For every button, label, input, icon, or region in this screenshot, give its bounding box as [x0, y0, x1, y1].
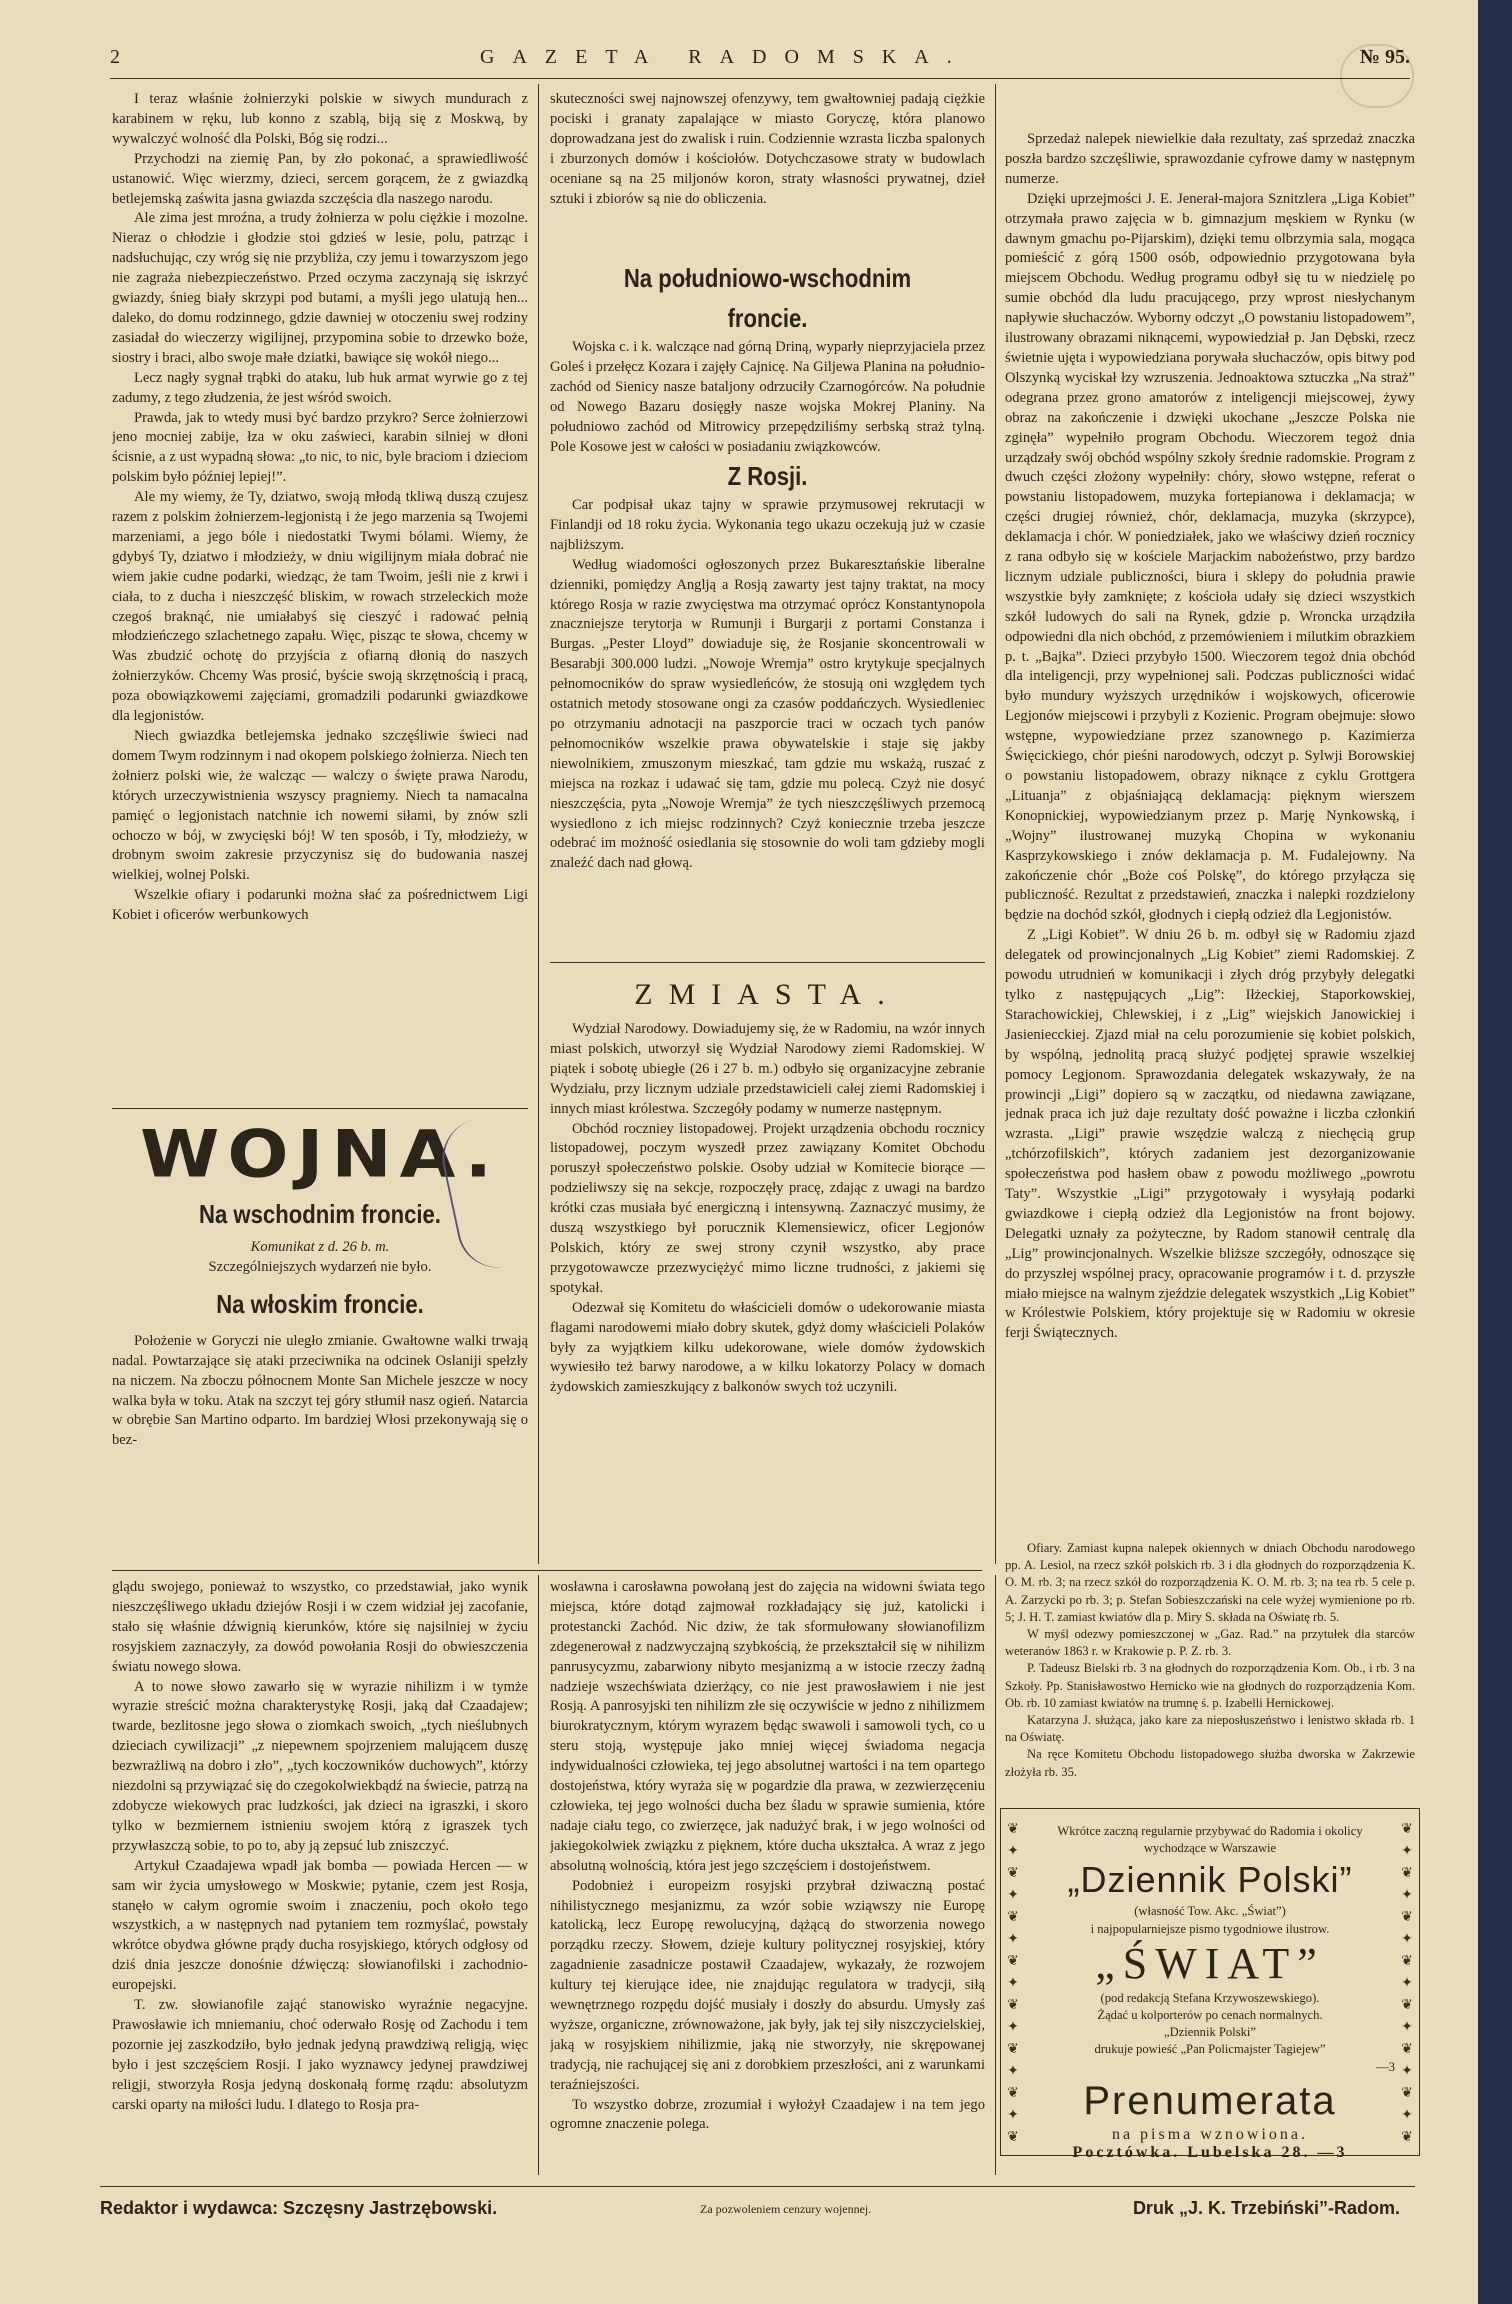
page-header: [110, 46, 1410, 70]
russia-heading: Z Rosji.: [727, 461, 808, 491]
donation-item: Katarzyna J. służąca, jako kare za nieposłuszeństwo i lenistwo składa rb. 1 na Oświatę.: [1005, 1713, 1415, 1745]
article-paragraph: A to nowe słowo zawarło się w wyrazie nihilizm i w tymże wyrazie streścić można charakterystykę Rosji, jaką dał Czaadajew; twarde, bezlitosne jego słowa o ziomkach swoich, „tych nieślubnych dzieciach cywilizacji” „z niepewnem spojrzeniem malującem duszę bezwrażliwą na dobro i zło”, „tych koczowników duchowych”, którzy niezdolni są przywiązać się do czegokolwiekbądź na świecie, patrzą na zdobycze wiekowych prac ludzkości, jak dzieci na igraszki, i skoro tylko w bezmiernem istnieniu swojem którą z igraszek tych przywłaszczą sobie, to po to, aby ją zepsuć lub zniszczyć.: [112, 1678, 528, 1854]
article-paragraph: Z „Ligi Kobiet”. W dniu 26 b. m. odbył się w Radomiu zjazd delegatek od prowincjonalnych „Lig Kobiet” ziemi Radomskiej. Z powodu utrudnień w komunikacji i złych dróg przybyły delegatki tylko z następujących „Lig”: Iłżeckiej, Staporkowskiej, Starachowickiej, Chlewskiej, i z „Lig” wiejskich Janowickiej i Jasieniecckiej. Zjazd miał na celu porozumienie się kobiet polskich, by wspólną, jednolitą pracą służyć podjętej sprawie wszelkiej pomocy Legjonom. Sprawozdania delegatek wskazywały, że na prowincji „Ligi” dopiero są w zaczątku, od niedawna zawiązane, jednak praca ich już daje rezultaty dość poważne i liczba członkiń wzrasta. „Ligi” prawie wszędzie walczą z niechęcią grup „tchórzofilskich”, których zadaniem jest dezorganizowanie społeczeństwa pod hasłem obaw z powodu możliwego „powrotu Taty”. Wszystkie „Ligi” przygotowały i wysyłają podarki gwiazdkowe i ciepłą odzież dla Legjonistów na front bojowy. Delegatki uznały za pożyteczne, by Radom stanowił centralę dla „Lig” prowincjonalnych. Wszelkie bliższe szczegóły, odnoszące się do przyszłej wspólnej pracy, opracowanie programów i t. d. przyszłe miało miejsce na walnym zjeździe delegatek wszystkich „Lig Kobiet” w Królestwie Polskiem, który projektuje się w Radomiu w okresie ferji Świątecznych.: [1005, 927, 1415, 1342]
ad-line: i najpopularniejsze pismo tygodniowe ilustrow.: [1090, 1921, 1330, 1936]
column-rule-2: [995, 84, 996, 1564]
article-paragraph: wosławna i carosławna powołaną jest do zajęcia na widowni świata tego miejsca, które dotąd zajmował rozkładający się już, katolicki i protestancki Zachód. Nic dziw, że tak sformułowany słowianofilizm zdegenerował z nadzwyczajną szybkością, że przekształcił się w nihilizm panrusycyzmu, zabarwiony nibyto mesjanizmą a w istocie rzeczy żadną nadzieje wszechświata dzierżący, co nie jest prawosławiem i nie jest Rosją. A panrosyjski ten nihilizm złe się oczywiście w jedno z nihilizmem biurokratycznym, którym wyrazem będąc swawoli i samowoli tych, co u steru stoją, występuje jako mniej więcej świadoma negacja indywidualności człowieka, tej jego absolutnej wartości i na tem opartego dostojeństwa, który wyraża się w pogardzie dla prawa, w zezwierzęceniu człowieka, tej jego wolności ducha bez śladu w sprawie sumienia, które nadaje ciału tego, co zwierzęce, jak nadużyć brak, i w jego wolności od jakiegokolwiek związku z pięknem, które ducha ukształca. A wraz z jego absolutną wolnością, która jest jego szczęściem i dostojeństwem.: [550, 1579, 985, 1874]
article-paragraph: Dzięki uprzejmości J. E. Jenerał-majora Sznitzlera „Liga Kobiet” otrzymała prawo zajęcia w b. gimnazjum męskiem w Rynku (w dawnym gmachu po-Pijarskim), dzięki temu olbrzymia sala, mogąca pomieścić z górą 1500 osób, odpowiednio przygotowana była miejscem Obchodu. Według programu odbył się tu w niedzielę po sumie obchód dla ludu pracującego, przy wprost niesłychanym napływie słuchaczów. Wyborny odczyt „O powstaniu listopadowem”, ilustrowany obrazami niknącemi, wypowiedział p. Jan Dębski, rzecz świetnie ujęta i wypowiedziana porywała słuchaczów, opis bitwy pod Olszynką wyciskał łzy wzruszenia. Jednoaktowa sztuczka „Na straż” odegrana przez grono amatorów z inteligencji miejscowej, żywy obraz na zakończenie i dzwięki ukochane „Jeszcze Polska nie zginęła” wypełniło program Obchodu. Wieczorem tegoż dnia urządzały swój obchód wspólny szkoły średnie radomskie. Program z dwuch części złożony wypełniły: chóry, słowo wstępne, referat o powstaniu listopadowem, muzyka fortepianowa i deklamacja; w części drugiej również, chór, deklamacja, muzyka (skrzypce), deklamacja i chór. W poniedziałek, jako we właściwy dzień rocznicy z rana odbyło się w kościele Marjackim nabożeństwo, przy bardzo licznym udziale publiczności, biura i sklepy do południa prawie wszystkie były zamknięte; z kościoła udały się dzieci wszystkich szkół ludowych do sali na Rynek, gdzie p. Wroncka urządziła odpowiedni dla nich obchód, z przemówieniem i milutkim obrazkiem p. t. „Bajka”. Dzieci przybyło 1500. Wieczorem tegoż dnia obchód dla inteligencji, przy wypełnionej sali. Podczas publiczności widać było mundury wyższych urzędników i wojskowych, oficerowie Legjonów miejscowi i przybyli z Kozienic. Program obejmuje: słowo wstępne, wypowiedziane przez szanownego p. Kazimierza Święcickiego, chór pieśni narodowych, odczyt p. Sylwji Borowskiej o powstaniu listopadowem, obrazy niknące z cyklu Grottgera „Lituanja” z objaśniającą deklamacją: pięknym wierszem Konopnickiej, wypowiedzianym przez p. Marję Nynkowską, i „Wojny” ilustrowanej muzyką Chopina w wykonaniu Kasprzykowskiego i znów deklamacja p. M. Fudalejowny. Na zakończenie chór „Boże coś Polskę”, do którego przyłącza się publiczność. Rezultat z przedstawień, znaczka i nalepki rozdzielony będzie na dochód szkół, głodnych i ciepłą odzież dla Legjonistów.: [1005, 190, 1415, 924]
column-rule-1: [538, 84, 539, 1564]
bottom-article-column-1: [112, 1578, 528, 2178]
article-paragraph: Sprzedaż nalepek niewielkie dała rezultaty, zaś sprzedaż znaczka poszła bardzo szczęśliwie, sprawozdanie cyfrowe damy w następnym numerze.: [1005, 131, 1415, 187]
article-paragraph: Niech gwiazdka betlejemska jednako szczęśliwie świeci nad domem Twym rodzinnym i nad okopem polskiego żołnierza. Niech ten żołnierz polski wie, że walcząc — walczy o święte prawa Narodu, których urzeczywistnienia wszyscy pragniemy. Niech ta namacalna pamięć o legjonistach natchnie ich nowemi siłami, by znów szli ochoczo w bój, w zwycięski bój! W ten sposób, i Ty, młodzieży, w drobnym swoim zakresie przyczynisz się do budowania naszej wielkiej, wolnej Polski.: [112, 728, 528, 884]
donation-item: W myśl odezwy pomieszczonej w „Gaz. Rad.” na przytułek dla starców weteranów 1863 r. w Krakowie p. P. Z. rb. 3.: [1005, 1627, 1415, 1659]
article-paragraph: Prawda, jak to wtedy musi być bardzo przykro? Serce żołnierzowi jeno mocniej zabije, łza w oku zaświeci, karabin silniej w dłoni ścisnie, a z ust wypadną słowa: „to nic, to nic, byle braciom i dzieciom polskim było później lepiej!”.: [112, 409, 528, 486]
east-front-heading: Na wschodnim froncie.: [199, 1199, 441, 1229]
advertisement-box: [1000, 1808, 1420, 2161]
ad-line: na pisma wznowiona.: [1111, 2125, 1309, 2143]
article-paragraph: Ale my wiemy, że Ty, dziatwo, swoją młodą tkliwą duszą czujesz razem z polskim żołnierzem-legjonistą i że jego marzenia są Twojemi marzeniami, a jego bóle i niedostatki Twymi bólami. Wiemy, że gdybyś Ty, dziatwo i młodzieży, w dniu wigilijnym miała dobrać nie wiem jakie cudne podarki, wiedząc, że tam Twoim, jeśli nie z krwi i ciała, to z ducha i nieszczęść bliskim, w rowach strzeleckich może czegoś braknąć, nie umiałabyś się cieszyć i radować pełnią młodzieńczego szlachetnego zapału. Więc, pisząc te słowa, chcemy w Was zbudzić ochotę do przyjścia z ofiarną dłonią do naszych żołnierzyków. Chcemy Was prosić, byście swoją skrzętnością i pracą, poza obowiązkowemi zajęciami, gromadzili podarunki gwiazdkowe dla legjonistów.: [112, 489, 528, 725]
ad-line: Żądać u kolporterów po cenach normalnych.: [1097, 2008, 1323, 2023]
article-paragraph: T. zw. słowianofile zająć stanowisko wyraźnie negacyjne. Prawosławie ich mniemaniu, choć oderwało Rosję od Zachodu i tem pozornie jej zaszkodziło, było jednak jedyną prawdziwą religją, więc było i jest szczęściem Rosji. I jako wyznawcy jedynej prawdziwej religji, stworzyła Rosja jedyną doskonałą formę rządu: absolutyzm carski oparty na miłości ludu. I dlatego to Rosja pra-: [112, 1997, 528, 2113]
donation-item: Ofiary. Zamiast kupna nalepek okiennych w dniach Obchodu narodowego pp. A. Lesiol, na rzecz szkół polskich rb. 3 i dla głodnych do rozporządzenia K. O. M. rb. 3; na rzecz szkół do rozporządzenia K. O. M. rb. 3; na tea rb. 5 cele p. A. Zarzycki po rb. 3; p. Stefan Sobieszczański na cele wyżej wymienione po rb. 5; J. H. T. zamiast kwiatów dla p. Miry S. składa na Oświatę rb. 5.: [1005, 1541, 1415, 1624]
column-rule-bottom-1: [538, 1575, 539, 2175]
page-footer: [100, 2198, 1400, 2228]
communique-date: Komunikat z d. 26 b. m.: [250, 1239, 390, 1255]
page-number: 2: [110, 46, 120, 68]
donation-item: P. Tadeusz Bielski rb. 3 na głodnych do rozporządzenia Kom. Ob., i rb. 3 na Szkoły. Pp. Stanisławostwo Hernicko wie na głodnych do rozporządzenia Kom. Ob. rb. 10 zamiast kwiatów na trumnę ś. p. Izabelli Hernickowej.: [1005, 1661, 1415, 1710]
binding-edge: [1478, 0, 1512, 2304]
article-paragraph: Artykuł Czaadajewa wpadł jak bomba — powiada Hercen — w sam wir życia umysłowego w Moskwie; pytanie, czem jest Rosja, stanęło w całym ogromie swoim i znaczeniu, poch około tego wszystkich, a w następnych nad pytaniem tem rozmyślać, powstały wkrótce obydwa główne prądy ducha rosyjskiego, których odgłosy od dziś dnia jeszcze donośnie dźwięczą: słowianofilski i zachodnio-europejski.: [112, 1857, 528, 1994]
war-title: WOJNA.: [139, 1116, 501, 1192]
section-rule: [112, 1570, 982, 1571]
editor-credit: Redaktor i wydawca: Szczęsny Jastrzębowski.: [100, 2198, 498, 2218]
ad-line: drukuje powieść „Pan Policmajster Tagiejew”: [1094, 2042, 1326, 2057]
article-paragraph: To wszystko dobrze, zrozumiał i wyłożył Czaadajew i na tem jego ogromne znaczenie polega.: [550, 2096, 985, 2133]
ad-title-dziennik: „Dziennik Polski”: [1067, 1859, 1353, 1901]
article-paragraph: glądu swojego, ponieważ to wszystko, co przedstawiał, jako wynik nieszczęśliwego układu dziejów Rosji i w czem widział jej zacofanie, stało się właśnie dźwignią kierunków, które się najsilniej w życiu rosyjskiem zaznaczyły, za dowód powołania Rosji do obwieszczenia światu nowego słowa.: [112, 1579, 528, 1675]
article-paragraph: I teraz właśnie żołnierzyki polskie w siwych mundurach z karabinem w ręku, lub konno z szablą, biją się z Moskwą, by wywalczyć wolność dla Polski, Bóg się rodzi...: [112, 91, 528, 147]
article-paragraph: Lecz nagły sygnał trąbki do ataku, lub huk armat wyrwie go z tej zadumy, z tego złudzenia, że jest wśród swoich.: [112, 369, 528, 406]
ornament-border-left: ❦ ✦ ❦ ✦ ❦ ✦ ❦ ✦ ❦ ✦ ❦ ✦ ❦ ✦ ❦: [1007, 1822, 1019, 2145]
ornament-border-right: ❦ ✦ ❦ ✦ ❦ ✦ ❦ ✦ ❦ ✦ ❦ ✦ ❦ ✦ ❦: [1401, 1822, 1413, 2145]
ad-title-swiat: „ŚWIAT”: [1095, 1938, 1325, 1988]
ad-intro: Wkrótce zaczną regularnie przybywać do Radomia i okolicy wychodzące w Warszawie: [1057, 1824, 1363, 1856]
column-rule-bottom-2: [995, 1575, 996, 2175]
russia-paragraph: Według wiadomości ogłoszonych przez Bukaresztańskie liberalne dzienniki, pomiędzy Anglją a Rosją zawarty jest tajny traktat, na mocy którego Rosja w razie zwycięstwa ma otrzymać oprócz Konstantynopola znaczniejsze terytorja w Rumunji i Burgarji z portami Constanza i Burgas. „Pester Lloyd” dowiaduje się, że Rosjanie skoncentrowali w Besarabji 300.000 ludzi. „Nowoje Wremja” ostro krytykuje specjalnych pełnomocników do spraw wysiedleńców, że stosują oni względem tych ostatnich metody stosowane ongi za czasów poddańczych. Wysiedleniec po otrzymaniu adnotacji na paszporcie traci w oczach tych panów pełnomocników wszelkie prawa obywatelskie i staje się jakby niewolnikiem, zmuszonym mieszkać, tam gdzie mu wskażą, ruszać z miejsca na rozkaz i udawać się tam, gdzie mu polecą. Czyż nie dosyć nieszczęścia, pyta „Nowoje Wremja” że tych nieszczęśliwych przemocą wysiedlono z ich miejsc rodzinnych? Czyż koniecznie trzeba jeszcze odebrać im możność osiedlania się stosownie do woli tam gdzieby mogli znaleźć dach nad głową.: [550, 556, 985, 872]
miasta-section: [550, 970, 985, 1565]
censor-note: Za pozwoleniem cenzury wojennej.: [700, 2202, 872, 2216]
bottom-article-column-2: [550, 1578, 985, 2178]
issue-number: № 95.: [1359, 46, 1410, 68]
article-paragraph: Wszelkie ofiary i podarunki można słać za pośrednictwem Ligi Kobiet i oficerów werbunkowych: [112, 887, 528, 924]
italy-front-heading: Na włoskim froncie.: [216, 1288, 424, 1319]
ad-line: (własność Tow. Akc. „Świat”): [1134, 1904, 1286, 1919]
italy-front-text: Położenie w Goryczi nie uległo zmianie. Gwałtowne walki trwają nadal. Powtarzające się ataki przeciwnika na odcinek Oslaniji spełzły na niczem. Na zboczu północnem Monte San Michele jeszcze w nocy walka była w toku. Atak na szczyt tej góry stłumił nasz ogień. Natarcia w obrębie San Martino odparto. Im bardziej Włosi przekonywają się o bez-: [112, 1332, 528, 1449]
article-paragraph: skuteczności swej najnowszej ofenzywy, tem gwałtowniej padają ciężkie pociski i granaty zapalające w miasto Goryczę, która planowo doprowadzana jest do zwalisk i ruin. Codziennie wzrasta liczba spalonych i zburzonych domów i kościołów. Dotychczasowe straty w budowlach oceniane są na 25 miljonów koron, straty własności prywatnej, dzieł sztuki i zbiorów są nie do obliczenia.: [550, 91, 985, 207]
east-front-text: Szczególniejszych wydarzeń nie było.: [208, 1258, 432, 1275]
article-paragraph: Przychodzi na ziemię Pan, by zło pokonać, a sprawiedliwość ustanowić. Więc wierzmy, dzieci, sercem gorącem, że z gwiazdką betlejemską zaświta jasna gwiazda szczęścia dla naszego narodu.: [112, 150, 528, 207]
masthead-title: GAZETA RADOMSKA.: [480, 46, 970, 68]
ad-prenumerata: Prenumerata: [1083, 2078, 1337, 2123]
section-rule: [550, 962, 985, 963]
column-3-article: [1005, 130, 1415, 1540]
southeast-front-heading: Na południowo-wschodnim froncie.: [623, 263, 912, 333]
printer-credit: Druk „J. K. Trzebiński”-Radom.: [1132, 2198, 1400, 2218]
miasta-heading: ZMIASTA.: [634, 978, 901, 1011]
section-rule: [112, 1108, 528, 1109]
ad-line: „Dziennik Polski”: [1164, 2025, 1256, 2040]
ad-dash: —3: [1376, 2059, 1395, 2074]
russia-section: [550, 456, 985, 956]
donation-item: Na ręce Komitetu Obchodu listopadowego służba dworska w Zakrzewie złożyła rb. 35.: [1005, 1747, 1415, 1779]
miasta-paragraph: Wydział Narodowy. Dowiadujemy się, że w Radomiu, na wzór innych miast polskich, utworzył się Wydział Narodowy ziemi Radomskiej. W piątek i sobotę ubiegłe (26 i 27 b. m.) odbyło się organizacyjne zebranie Wydziału, przy licznym udziale przedstawicieli całej ziemi Radomskiej i innych miast królestwa. Szczegóły podamy w numerze następnym.: [550, 1021, 985, 1117]
footer-rule: [100, 2186, 1415, 2187]
article-paragraph: Ale zima jest mroźna, a trudy żołnierza w polu ciężkie i mozolne. Nieraz o chłodzie i głodzie stoi gdzieś w lesie, polu, patrząc i nadsłuchując, czy wróg się nie przybliża, czy jemu i towarzyszom jego nie zagraża niebezpieczeństwo. Przed oczyma zaczynają się iskrzyć gwiazdy, śnieg biały skrzypi pod butami, a myśli jego ulatują hen... daleko, do domu rodzinnego, gdzie dawniej w otoczeniu swej rodziny zasiadał do wieczerzy wigilijnej, przypomina sobie to drzewko boże, siostry i braci, albo swoje małe dziatki, bawiące się wokół niego...: [112, 210, 528, 366]
southeast-front-text: Wojska c. i k. walczące nad górną Driną, wyparły nieprzyjaciela przez Goleś i przełęcz Kozara i zajęły Cajnicę. Na Giljewa Planina na południo-zachód od Sienicy nasze bataljony odrzuciły Czarnogórców. Na południe od Nowego Bazaru dosięgły nasze wojska Mokrej Planiny. Na południowo zachód od Mitrowicy przepędziliśmy serbską straż tylną. Pole Kosowe jest w całości w posiadaniu związkowców.: [550, 339, 985, 455]
header-rule: [110, 78, 1410, 79]
ad-line: (pod redakcją Stefana Krzywoszewskiego).: [1100, 1990, 1320, 2005]
miasta-paragraph: Odezwał się Komitetu do właścicieli domów o udekorowanie miasta flagami narodowemi miało dobry skutek, gdyż domy właścicieli Polaków były za wyjątkiem kilku udekorowane, wiele domów żydowskich wywiesiło też barwy narodowe, a w kilku lokatorzy Polacy w domach żydowskich zamieszkujący z balkonów swych toż uczynili.: [550, 1299, 985, 1396]
ad-line: Pocztówka. Lubelska 28. —3: [1072, 2143, 1348, 2161]
article-paragraph: Podobnież i europeizm rosyjski przybrał dziwaczną postać nihilistycznego mesjanizmu, za wzór sobie wziąwszy nie Europę katolicką, lecz Europę rewolucyjną, dążącą do stworzenia nowego porządku rzeczy. Słowem, dzieje kultury politycznej rosyjskiej, który zagadnienie zasadnicze postawił Czaadajew, wykazały, że rozwojem kultury tej kierujące idee, nie znajdując regulatora w tradycji, siłą wewnętrznego rozpędu dojść musiały i doszły do absurdu. Umysły zaś wyższe, organiczne, zrównoważone, jak były, jak tej siły niszczycielskiej, jaką w rosyjskiem nihilizmie, jaką nie stworzyły, nie skrępowanej tradycją, nie rachującej się ani z dorobkiem przeszłości, ani z warunkami teraźniejszości.: [550, 1877, 985, 2093]
russia-paragraph: Car podpisał ukaz tajny w sprawie przymusowej rekrutacji w Finlandji od 18 roku życia. Wykonania tego ukazu oczekują już w czasie najbliższym.: [550, 497, 985, 553]
column-2-continuation: [550, 90, 985, 260]
miasta-paragraph: Obchód roczniey listopadowej. Projekt urządzenia obchodu rocznicy listopadowej, poczym wyszedł przez zawiązany Komitet Obchodu poruszył społeczeństwo polskie. Osoby udział w Komitecie biorące — podzieliwszy się na sekcje, rozpoczęły pracę, zdając z uwagi na bardzo krótki czas musiała być energiczną i intensywną. Zaznaczyć musimy, że duszą wszystkiego był porucznik Klemensiewicz, oficer Legjonów Polskich, który ze swej strony czynił wszystko, aby prace przygotowawcze przezwyciężyć mimo liczne trudności, z jakiemi się spotykał.: [550, 1120, 985, 1296]
donations-section: [1005, 1540, 1415, 1795]
column-1-article: [112, 90, 528, 1100]
southeast-front-section: [550, 258, 985, 458]
